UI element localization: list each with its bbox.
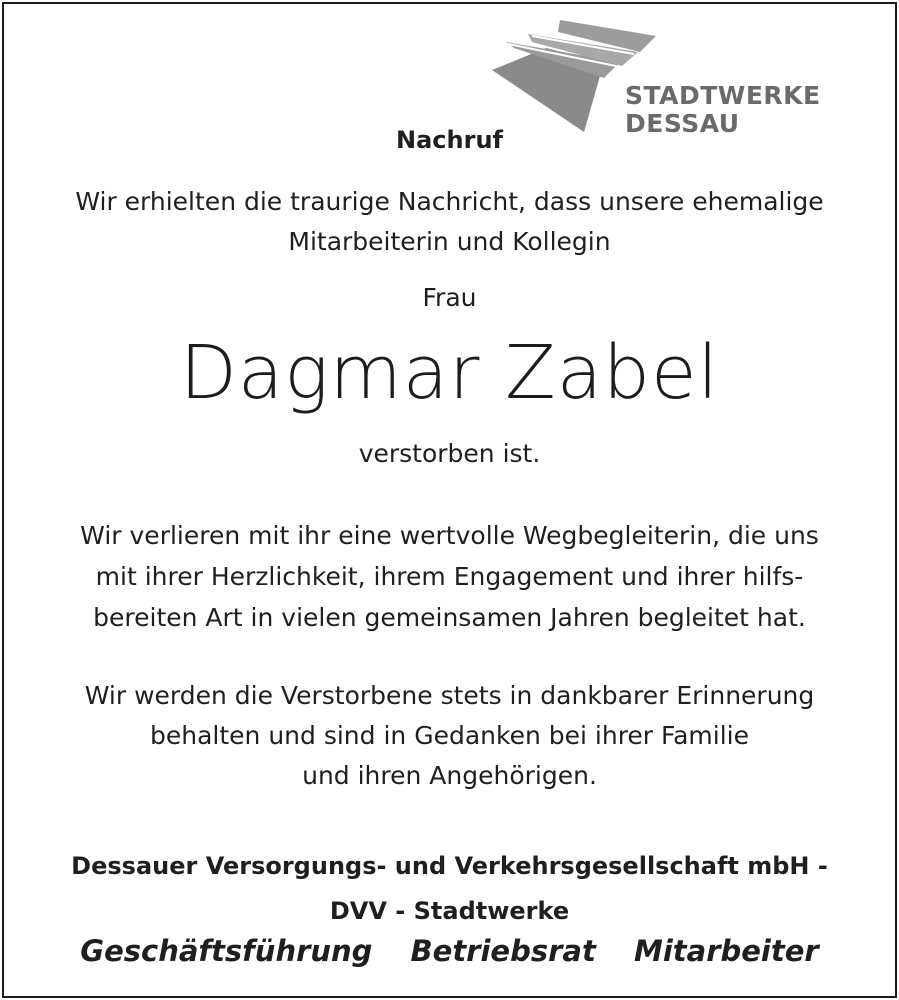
company-line: DVV - Stadtwerke [329, 897, 570, 925]
logo-line-2: DESSAU [625, 109, 740, 138]
paragraph-line: Wir verlieren mit ihr eine wertvolle Wegbegleiterin, die uns [80, 521, 819, 550]
tribute-paragraph [0, 515, 899, 638]
paragraph-line: mit ihrer Herzlichkeit, ihrem Engagement und ihrer hilfs- [95, 562, 804, 591]
signers [0, 934, 899, 968]
company-name [0, 844, 899, 934]
salutation: Frau [422, 283, 477, 312]
paragraph-line: und ihren Angehörigen. [302, 761, 597, 790]
signer-management: Geschäftsführung [80, 934, 373, 968]
stadtwerke-logo [488, 18, 821, 138]
intro-text [0, 182, 899, 262]
heading: Nachruf [396, 126, 503, 154]
remembrance-paragraph [0, 676, 899, 796]
paragraph-line: Wir werden die Verstorbene stets in dankbarer Erinnerung [84, 681, 815, 710]
logo-line-1: STADTWERKE [625, 81, 821, 110]
paragraph-line: bereiten Art in vielen gemeinsamen Jahren begleitet hat. [93, 603, 806, 632]
paragraph-line: behalten und sind in Gedanken bei ihrer Familie [150, 721, 749, 750]
signer-works-council: Betriebsrat [410, 934, 596, 968]
company-line: Dessauer Versorgungs- und Verkehrsgesellschaft mbH - [71, 852, 828, 880]
intro-line: Mitarbeiterin und Kollegin [288, 227, 611, 256]
deceased-note: verstorben ist. [358, 439, 541, 468]
deceased-name: Dagmar Zabel [179, 330, 720, 416]
intro-line: Wir erhielten die traurige Nachricht, dass unsere ehemalige [75, 187, 824, 216]
signer-employees: Mitarbeiter [633, 934, 819, 968]
